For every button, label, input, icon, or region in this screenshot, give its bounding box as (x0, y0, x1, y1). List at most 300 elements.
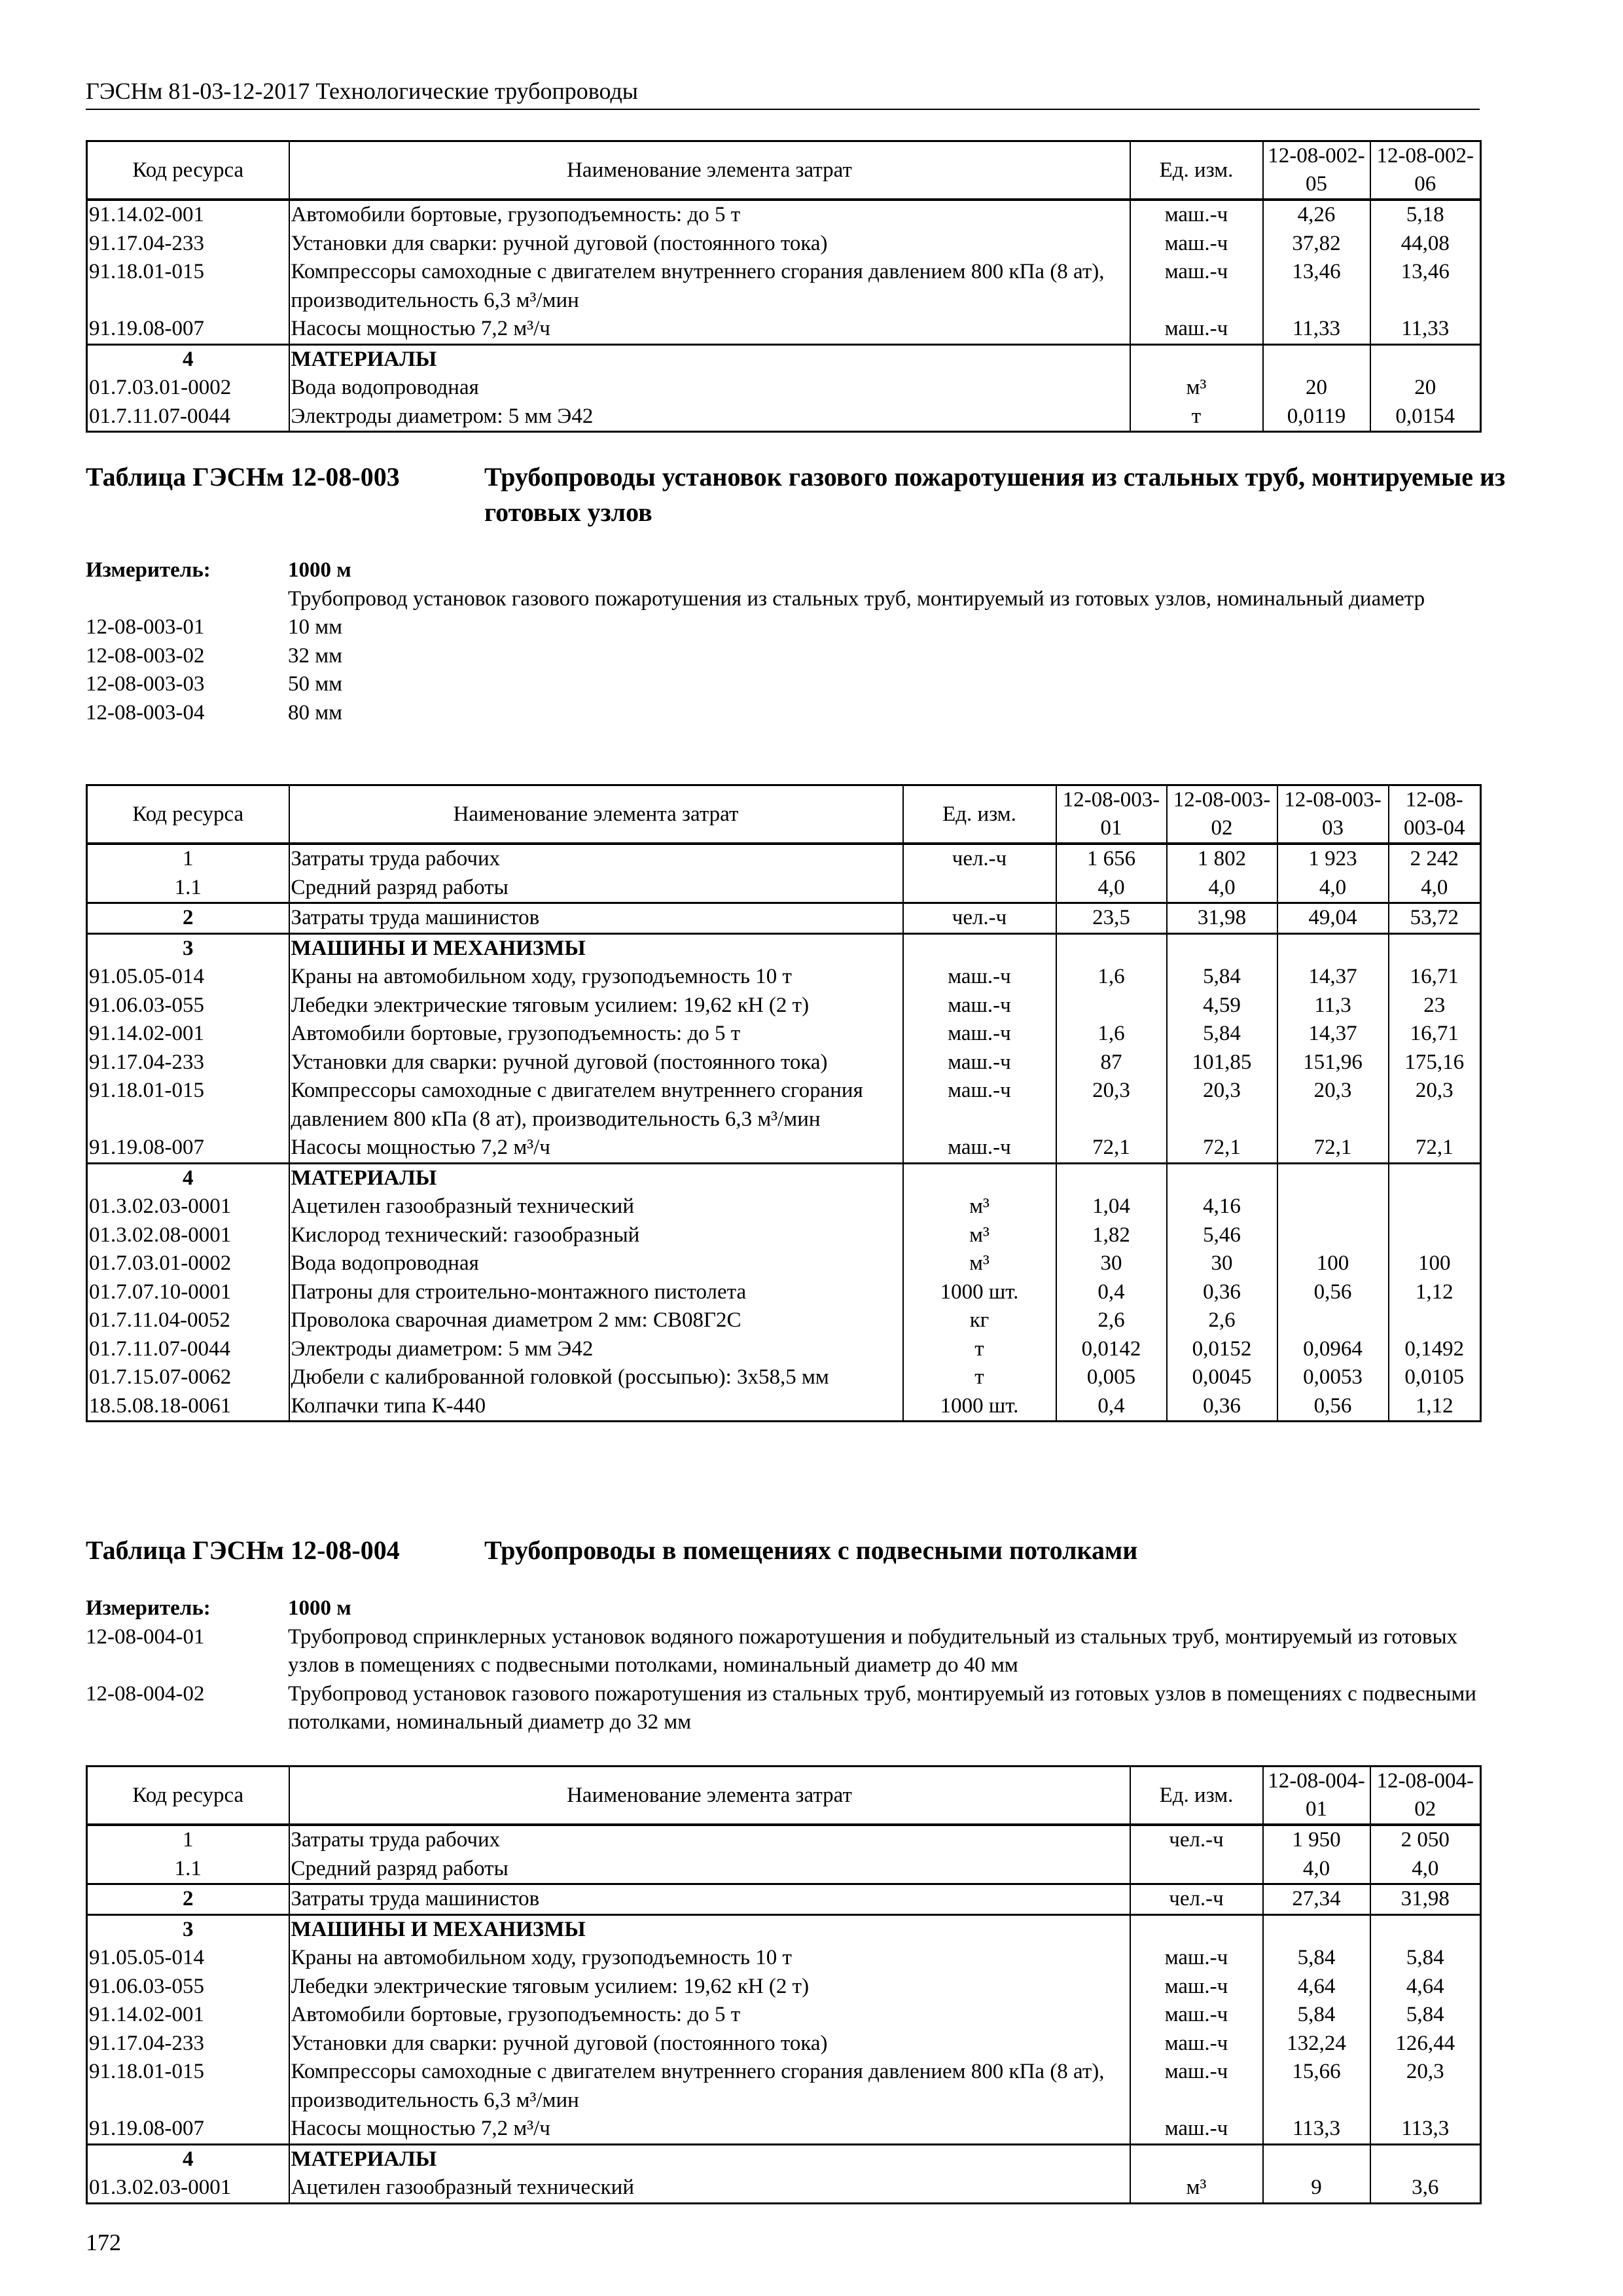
norm-value: 1,6 (1056, 1020, 1167, 1049)
norm-value: 151,96 (1277, 1049, 1389, 1077)
column-header-norm: 12-08-002-05 (1263, 141, 1370, 200)
norm-value: 37,82 (1263, 230, 1370, 259)
norm-value: 23 (1389, 992, 1481, 1020)
resource-name: Колпачки типа К-440 (289, 1392, 903, 1422)
unit: маш.-ч (1130, 315, 1263, 344)
norm-value: 1,82 (1056, 1221, 1167, 1250)
table-label: Таблица ГЭСНм 12-08-003 (86, 462, 400, 492)
norm-value (1370, 2144, 1481, 2174)
unit (1130, 2144, 1263, 2174)
measure-block-12-08-003 (86, 556, 1479, 727)
norm-value: 0,0964 (1277, 1335, 1389, 1364)
resource-name: Проволока сварочная диаметром 2 мм: СВ08Г2С (289, 1306, 903, 1335)
table-row (87, 1884, 1481, 1915)
unit: чел.-ч (1130, 1825, 1263, 1855)
norm-value: 4,16 (1167, 1193, 1277, 1221)
norm-value: 2 242 (1389, 844, 1481, 874)
resource-name: Краны на автомобильном ходу, грузоподъемность 10 т (289, 1944, 1130, 1973)
table-row (87, 2174, 1481, 2203)
norm-value: 72,1 (1167, 1134, 1277, 1163)
norm-value: 0,0053 (1277, 1363, 1389, 1392)
resource-code: 4 (87, 1163, 289, 1193)
resource-name: Кислород технический: газообразный (289, 1221, 903, 1250)
table-row (87, 1049, 1481, 1077)
norm-value: 0,56 (1277, 1278, 1389, 1307)
norm-value: 5,84 (1370, 1944, 1481, 1973)
norm-value: 5,84 (1167, 963, 1277, 992)
measure-value: 1000 м (288, 1596, 351, 1620)
section-row (87, 344, 1481, 374)
column-header-name: Наименование элемента затрат (289, 785, 903, 844)
norm-value: 44,08 (1370, 230, 1481, 259)
norm-value: 1,12 (1389, 1278, 1481, 1307)
resource-code: 91.19.08-007 (87, 2115, 289, 2144)
resource-name: Средний разряд работы (289, 874, 903, 903)
norm-value (1056, 933, 1167, 963)
norm-value (1277, 1221, 1389, 1250)
row-group (87, 933, 1481, 1163)
table-title-12-08-003 (86, 459, 1506, 531)
norm-text: 32 мм (288, 643, 343, 668)
norm-value: 1,12 (1389, 1392, 1481, 1422)
unit (903, 1163, 1056, 1193)
unit: т (1130, 403, 1263, 432)
column-header-name: Наименование элемента затрат (289, 141, 1130, 200)
norm-value: 175,16 (1389, 1049, 1481, 1077)
norm-value: 1 950 (1263, 1825, 1370, 1855)
measure-block-12-08-004 (86, 1594, 1479, 1737)
norm-value: 132,24 (1263, 2030, 1370, 2058)
table-row (87, 1392, 1481, 1422)
norm-value: 0,0154 (1370, 403, 1481, 432)
norm-value: 4,64 (1370, 1973, 1481, 2001)
norm-value: 5,84 (1263, 1944, 1370, 1973)
table-row (87, 1249, 1481, 1278)
norm-value: 4,0 (1263, 1855, 1370, 1884)
norm-value: 30 (1056, 1249, 1167, 1278)
norm-value (1389, 1193, 1481, 1221)
table-row (87, 2058, 1481, 2115)
column-header-norm: 12-08-003-03 (1277, 785, 1389, 844)
resource-code: 3 (87, 1914, 289, 1944)
norm-value: 4,26 (1263, 200, 1370, 230)
row-group (87, 200, 1481, 344)
unit: маш.-ч (1130, 2115, 1263, 2144)
table-label: Таблица ГЭСНм 12-08-004 (86, 1535, 400, 1565)
table-row (87, 1134, 1481, 1163)
resource-name: Электроды диаметром: 5 мм Э42 (289, 403, 1130, 432)
norm-value (1370, 344, 1481, 374)
resource-code: 3 (87, 933, 289, 963)
norm-value (1263, 1914, 1370, 1944)
norm-value (1056, 1163, 1167, 1193)
norm-value: 5,84 (1167, 1020, 1277, 1049)
row-group (87, 1825, 1481, 1884)
norm-value (1277, 1193, 1389, 1221)
table-row (87, 315, 1481, 344)
norm-value: 23,5 (1056, 903, 1167, 934)
column-header-unit: Ед. изм. (903, 785, 1056, 844)
norm-code: 12-08-003-03 (86, 672, 205, 696)
table-row (87, 1825, 1481, 1855)
resource-name: Электроды диаметром: 5 мм Э42 (289, 1335, 903, 1364)
resource-name: Краны на автомобильном ходу, грузоподъемность 10 т (289, 963, 903, 992)
norm-value: 49,04 (1277, 903, 1389, 934)
resource-code: 4 (87, 2144, 289, 2174)
column-header-norm: 12-08-002-06 (1370, 141, 1481, 200)
table-row (87, 903, 1481, 934)
norm-text: 50 мм (288, 672, 343, 696)
unit: маш.-ч (903, 992, 1056, 1020)
resource-code: 91.18.01-015 (87, 258, 289, 315)
norm-value: 1 923 (1277, 844, 1389, 874)
norm-value: 0,0142 (1056, 1335, 1167, 1364)
norm-value: 1 802 (1167, 844, 1277, 874)
unit: маш.-ч (903, 963, 1056, 992)
norm-value (1277, 1306, 1389, 1335)
norm-code: 12-08-004-01 (86, 1624, 205, 1649)
norm-value: 72,1 (1277, 1134, 1389, 1163)
resource-name: Затраты труда машинистов (289, 903, 903, 934)
table-row (87, 1306, 1481, 1335)
resource-code: 01.7.03.01-0002 (87, 374, 289, 403)
norm-value: 0,56 (1277, 1392, 1389, 1422)
norm-value: 16,71 (1389, 963, 1481, 992)
section-row (87, 1163, 1481, 1193)
section-row (87, 2144, 1481, 2174)
unit: маш.-ч (903, 1020, 1056, 1049)
table-title-12-08-004 (86, 1533, 1480, 1570)
norm-value (1277, 933, 1389, 963)
norm-value: 0,005 (1056, 1363, 1167, 1392)
norm-value: 11,33 (1370, 315, 1481, 344)
resource-code: 91.17.04-233 (87, 230, 289, 259)
norm-value: 15,66 (1263, 2058, 1370, 2115)
norm-value: 0,1492 (1389, 1335, 1481, 1364)
resource-code: 91.06.03-055 (87, 1973, 289, 2001)
norm-value: 72,1 (1056, 1134, 1167, 1163)
unit: маш.-ч (1130, 2030, 1263, 2058)
norm-value: 0,0152 (1167, 1335, 1277, 1364)
norm-value: 5,18 (1370, 200, 1481, 230)
resource-code: 91.17.04-233 (87, 1049, 289, 1077)
resource-code: 01.7.11.07-0044 (87, 1335, 289, 1364)
unit: т (903, 1363, 1056, 1392)
resource-table-12-08-004 (86, 1765, 1482, 2204)
unit: чел.-ч (903, 903, 1056, 934)
norm-code: 12-08-003-01 (86, 615, 205, 639)
norm-value: 87 (1056, 1049, 1167, 1077)
resource-name: Ацетилен газообразный технический (289, 2174, 1130, 2203)
unit (903, 933, 1056, 963)
norm-value: 0,0045 (1167, 1363, 1277, 1392)
norm-value: 0,4 (1056, 1392, 1167, 1422)
unit: м³ (903, 1193, 1056, 1221)
resource-code: 91.05.05-014 (87, 1944, 289, 1973)
table-row (87, 844, 1481, 874)
norm-value (1370, 1914, 1481, 1944)
norm-value: 9 (1263, 2174, 1370, 2203)
norm-value: 20,3 (1056, 1077, 1167, 1134)
table-row (87, 403, 1481, 432)
norm-value (1263, 344, 1370, 374)
resource-code: 91.18.01-015 (87, 1077, 289, 1134)
table-row (87, 963, 1481, 992)
norm-text: Трубопровод установок газового пожаротушения из стальных труб, монтируемый из готовых узлов в помещениях с подвесными потолками, номинальный диаметр до 32 мм (288, 1681, 1476, 1734)
measure-label: Измеритель: (86, 1596, 211, 1620)
unit: кг (903, 1306, 1056, 1335)
resource-code: 01.7.11.07-0044 (87, 403, 289, 432)
resource-name: Автомобили бортовые, грузоподъемность: до 5 т (289, 1020, 903, 1049)
resource-name: МАШИНЫ И МЕХАНИЗМЫ (289, 1914, 1130, 1944)
resource-name: Компрессоры самоходные с двигателем внутреннего сгорания давлением 800 кПа (8 ат), производительность 6,3 м³/мин (289, 2058, 1130, 2115)
norm-value: 4,64 (1263, 1973, 1370, 2001)
unit: чел.-ч (1130, 1884, 1263, 1915)
norm-value: 1 656 (1056, 844, 1167, 874)
norm-value: 2,6 (1056, 1306, 1167, 1335)
unit (903, 874, 1056, 903)
norm-value: 1,6 (1056, 963, 1167, 992)
resource-name: Насосы мощностью 7,2 м³/ч (289, 1134, 903, 1163)
resource-table-12-08-002 (86, 140, 1482, 433)
norm-value: 30 (1167, 1249, 1277, 1278)
norm-value: 53,72 (1389, 903, 1481, 934)
norm-code: 12-08-003-04 (86, 700, 205, 725)
column-header-unit: Ед. изм. (1130, 1767, 1263, 1825)
unit: маш.-ч (1130, 230, 1263, 259)
row-group (87, 1163, 1481, 1422)
resource-code: 1.1 (87, 1855, 289, 1884)
norm-value: 20,3 (1389, 1077, 1481, 1134)
running-header: ГЭСНм 81-03-12-2017 Технологические трубопроводы (86, 78, 638, 104)
unit: м³ (1130, 2174, 1263, 2203)
table-row (87, 1193, 1481, 1221)
resource-table-12-08-003 (86, 784, 1482, 1422)
norm-value: 0,0105 (1389, 1363, 1481, 1392)
resource-code: 91.18.01-015 (87, 2058, 289, 2115)
resource-name: МАТЕРИАЛЫ (289, 1163, 903, 1193)
resource-code: 91.06.03-055 (87, 992, 289, 1020)
norm-value: 13,46 (1263, 258, 1370, 315)
norm-code: 12-08-004-02 (86, 1681, 205, 1706)
resource-code: 01.7.07.10-0001 (87, 1278, 289, 1307)
norm-value: 20,3 (1167, 1077, 1277, 1134)
norm-value: 3,6 (1370, 2174, 1481, 2203)
column-header-norm: 12-08-004-01 (1263, 1767, 1370, 1825)
row-group (87, 1884, 1481, 1915)
unit: маш.-ч (903, 1077, 1056, 1134)
resource-name: Затраты труда рабочих (289, 844, 903, 874)
norm-text: 10 мм (288, 615, 343, 639)
norm-value: 13,46 (1370, 258, 1481, 315)
resource-name: Затраты труда машинистов (289, 1884, 1130, 1915)
norm-value: 1,04 (1056, 1193, 1167, 1221)
norm-value: 4,0 (1370, 1855, 1481, 1884)
row-group (87, 844, 1481, 903)
norm-value (1389, 1221, 1481, 1250)
norm-value (1167, 933, 1277, 963)
norm-value: 0,36 (1167, 1392, 1277, 1422)
norm-value (1389, 1306, 1481, 1335)
resource-name: МАТЕРИАЛЫ (289, 2144, 1130, 2174)
table-row (87, 1944, 1481, 1973)
resource-name: Установки для сварки: ручной дуговой (постоянного тока) (289, 1049, 903, 1077)
unit: 1000 шт. (903, 1278, 1056, 1307)
column-header-norm: 12-08-003-04 (1389, 785, 1481, 844)
resource-name: Вода водопроводная (289, 1249, 903, 1278)
norm-value: 4,0 (1277, 874, 1389, 903)
column-header-name: Наименование элемента затрат (289, 1767, 1130, 1825)
norm-value: 101,85 (1167, 1049, 1277, 1077)
unit: м³ (903, 1221, 1056, 1250)
column-header-norm: 12-08-003-01 (1056, 785, 1167, 844)
resource-code: 18.5.08.18-0061 (87, 1392, 289, 1422)
norm-value: 113,3 (1370, 2115, 1481, 2144)
row-group (87, 903, 1481, 934)
resource-name: Компрессоры самоходные с двигателем внутреннего сгорания давлением 800 кПа (8 ат), производительность 6,3 м³/мин (289, 1077, 903, 1134)
row-group (87, 344, 1481, 432)
resource-code: 91.14.02-001 (87, 1020, 289, 1049)
resource-code: 91.19.08-007 (87, 315, 289, 344)
norm-value: 72,1 (1389, 1134, 1481, 1163)
unit (1130, 344, 1263, 374)
resource-name: Автомобили бортовые, грузоподъемность: до 5 т (289, 2001, 1130, 2030)
table-row (87, 992, 1481, 1020)
resource-name: Средний разряд работы (289, 1855, 1130, 1884)
row-group (87, 1914, 1481, 2144)
column-header-unit: Ед. изм. (1130, 141, 1263, 200)
resource-code: 01.3.02.03-0001 (87, 2174, 289, 2203)
table-header-row (87, 1767, 1481, 1825)
table-header-row (87, 785, 1481, 844)
table-row (87, 1278, 1481, 1307)
resource-name: Затраты труда рабочих (289, 1825, 1130, 1855)
resource-code: 91.19.08-007 (87, 1134, 289, 1163)
table-row (87, 2030, 1481, 2058)
table-row (87, 1363, 1481, 1392)
table-row (87, 1335, 1481, 1364)
resource-code: 2 (87, 1884, 289, 1915)
table-header-row (87, 141, 1481, 200)
unit: маш.-ч (903, 1049, 1056, 1077)
section-row (87, 933, 1481, 963)
norm-value: 113,3 (1263, 2115, 1370, 2144)
unit: чел.-ч (903, 844, 1056, 874)
resource-name: Насосы мощностью 7,2 м³/ч (289, 2115, 1130, 2144)
unit: маш.-ч (1130, 200, 1263, 230)
norm-value: 0,4 (1056, 1278, 1167, 1307)
norm-value: 100 (1389, 1249, 1481, 1278)
resource-code: 01.3.02.08-0001 (87, 1221, 289, 1250)
unit: м³ (1130, 374, 1263, 403)
column-header-code: Код ресурса (87, 785, 289, 844)
norm-text: Трубопровод спринклерных установок водяного пожаротушения и побудительный из стальных труб, монтируемый из готовых узлов в помещениях с подвесными потолками, номинальный диаметр до 40 мм (288, 1624, 1458, 1677)
resource-code: 1 (87, 1825, 289, 1855)
norm-value: 31,98 (1167, 903, 1277, 934)
norm-value: 20 (1263, 374, 1370, 403)
norm-value (1263, 2144, 1370, 2174)
norm-value: 0,36 (1167, 1278, 1277, 1307)
table-row (87, 200, 1481, 230)
resource-name: Патроны для строительно-монтажного пистолета (289, 1278, 903, 1307)
table-heading: Трубопроводы установок газового пожаротушения из стальных труб, монтируемые из готовых узлов (484, 462, 1506, 527)
table-row (87, 1855, 1481, 1884)
resource-name: Дюбели с калиброванной головкой (россыпью): 3х58,5 мм (289, 1363, 903, 1392)
unit (1130, 1914, 1263, 1944)
unit: м³ (903, 1249, 1056, 1278)
norm-value: 31,98 (1370, 1884, 1481, 1915)
table-heading: Трубопроводы в помещениях с подвесными потолками (484, 1535, 1138, 1565)
norm-value: 27,34 (1263, 1884, 1370, 1915)
norm-value: 20,3 (1370, 2058, 1481, 2115)
measure-label: Измеритель: (86, 558, 211, 582)
table-row (87, 2115, 1481, 2144)
norm-value: 4,0 (1056, 874, 1167, 903)
table-row (87, 2001, 1481, 2030)
table-row (87, 1973, 1481, 2001)
resource-code: 1.1 (87, 874, 289, 903)
norm-value: 5,84 (1370, 2001, 1481, 2030)
resource-name: Автомобили бортовые, грузоподъемность: до 5 т (289, 200, 1130, 230)
resource-code: 01.7.03.01-0002 (87, 1249, 289, 1278)
resource-code: 01.7.11.04-0052 (87, 1306, 289, 1335)
resource-code: 91.05.05-014 (87, 963, 289, 992)
unit: т (903, 1335, 1056, 1364)
norm-value: 126,44 (1370, 2030, 1481, 2058)
norm-value: 4,59 (1167, 992, 1277, 1020)
norm-value (1277, 1163, 1389, 1193)
header-divider (86, 109, 1480, 110)
norm-value: 11,33 (1263, 315, 1370, 344)
norm-value: 4,0 (1389, 874, 1481, 903)
resource-name: Установки для сварки: ручной дуговой (постоянного тока) (289, 2030, 1130, 2058)
norm-value (1389, 933, 1481, 963)
table-row (87, 258, 1481, 315)
norm-value: 20 (1370, 374, 1481, 403)
norm-value (1167, 1163, 1277, 1193)
table-row (87, 230, 1481, 259)
norm-value: 4,0 (1167, 874, 1277, 903)
norm-value: 14,37 (1277, 1020, 1389, 1049)
resource-name: МАШИНЫ И МЕХАНИЗМЫ (289, 933, 903, 963)
resource-code: 01.3.02.03-0001 (87, 1193, 289, 1221)
norm-value: 20,3 (1277, 1077, 1389, 1134)
resource-name: Ацетилен газообразный технический (289, 1193, 903, 1221)
measure-value: 1000 м (288, 558, 351, 582)
unit: маш.-ч (1130, 1973, 1263, 2001)
resource-name: Лебедки электрические тяговым усилием: 19,62 кН (2 т) (289, 1973, 1130, 2001)
column-header-code: Код ресурса (87, 1767, 289, 1825)
norm-value: 11,3 (1277, 992, 1389, 1020)
norm-value (1389, 1163, 1481, 1193)
table-row (87, 1221, 1481, 1250)
norm-value: 0,0119 (1263, 403, 1370, 432)
norm-code: 12-08-003-02 (86, 643, 205, 668)
norm-value: 2 050 (1370, 1825, 1481, 1855)
norm-value: 14,37 (1277, 963, 1389, 992)
norm-value: 16,71 (1389, 1020, 1481, 1049)
unit: 1000 шт. (903, 1392, 1056, 1422)
section-row (87, 1914, 1481, 1944)
norm-value: 5,46 (1167, 1221, 1277, 1250)
table-row (87, 1020, 1481, 1049)
unit (1130, 1855, 1263, 1884)
resource-name: Насосы мощностью 7,2 м³/ч (289, 315, 1130, 344)
norm-text: 80 мм (288, 700, 343, 725)
resource-code: 4 (87, 344, 289, 374)
resource-code: 01.7.15.07-0062 (87, 1363, 289, 1392)
resource-name: Лебедки электрические тяговым усилием: 19,62 кН (2 т) (289, 992, 903, 1020)
